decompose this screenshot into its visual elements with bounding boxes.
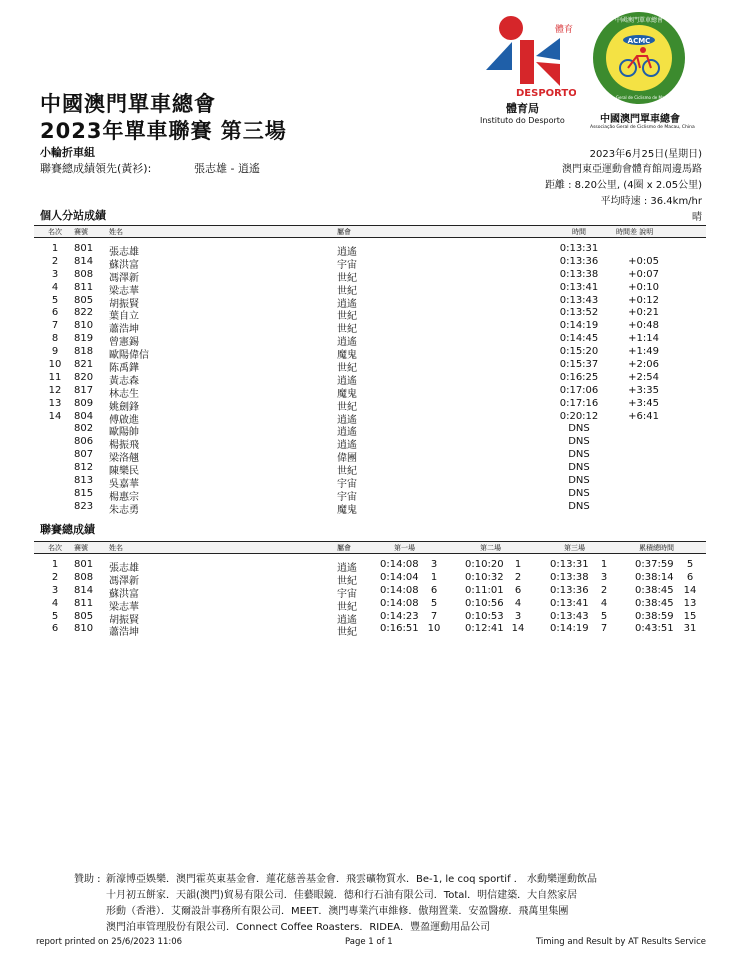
cell-round3-rank: 4 xyxy=(600,597,608,609)
race-venue: 澳門東亞運動會體育館周邊馬路 xyxy=(562,164,702,175)
header-no: 賽號 xyxy=(74,228,88,236)
table-row xyxy=(34,474,706,491)
cell-gap: +6:41 xyxy=(628,410,659,422)
cell-name: 蘇洪富 xyxy=(109,588,139,600)
table-row xyxy=(34,281,706,297)
cell-no: 819 xyxy=(74,333,94,345)
cell-round2-rank: 4 xyxy=(514,597,522,609)
cell-time: DNS xyxy=(568,475,590,487)
cell-time: 0:16:25 xyxy=(559,371,599,383)
cell-pos: 10 xyxy=(48,359,62,371)
desporto-emblem-icon xyxy=(476,14,576,98)
table-row xyxy=(34,410,706,426)
cell-team: 逍遙 xyxy=(337,414,357,426)
race-weather: 晴 xyxy=(692,212,702,223)
cell-name: 黃志森 xyxy=(109,375,139,387)
cell-gap: +0:12 xyxy=(628,294,659,306)
cell-no: 804 xyxy=(74,410,94,422)
cell-gap: +2:06 xyxy=(628,359,659,371)
cell-total-time: 0:43:51 xyxy=(635,623,674,635)
sponsors-label: 贊助 : xyxy=(74,874,101,885)
cell-pos: 6 xyxy=(51,307,59,319)
cell-name: 張志雄 xyxy=(109,563,139,574)
cell-time: DNS xyxy=(568,449,590,461)
cell-no: 811 xyxy=(74,281,94,293)
cell-round1-rank: 7 xyxy=(430,610,438,622)
league-table-header xyxy=(34,541,706,554)
cell-no: 807 xyxy=(74,449,94,461)
cell-time: DNS xyxy=(568,487,590,499)
cell-pos: 3 xyxy=(51,268,59,280)
cell-time: 0:17:16 xyxy=(559,397,599,409)
header-time: 時間 xyxy=(572,228,586,236)
footer-printed: report printed on 25/6/2023 11:06 xyxy=(36,937,183,947)
cell-gap: +3:35 xyxy=(628,384,659,396)
cell-round1-rank: 3 xyxy=(430,559,438,570)
cell-no: 811 xyxy=(74,597,94,609)
cell-round2-time: 0:12:41 xyxy=(465,623,504,635)
cell-pos: 1 xyxy=(51,559,59,570)
cell-team: 魔鬼 xyxy=(337,350,357,362)
table-row xyxy=(34,622,706,639)
cell-round2-time: 0:11:01 xyxy=(465,584,504,596)
header-name: 姓名 xyxy=(109,544,123,552)
category-label: 小輪折車組 xyxy=(40,146,95,159)
cell-no: 813 xyxy=(74,475,94,487)
cell-team: 逍遙 xyxy=(337,247,357,258)
table-row xyxy=(34,422,706,439)
cell-name: 張志雄 xyxy=(109,247,139,258)
cell-team: 世紀 xyxy=(337,272,357,284)
cell-time: 0:15:20 xyxy=(559,346,599,358)
cell-name: 歐陽帥 xyxy=(109,427,139,439)
cell-round3-time: 0:13:43 xyxy=(550,610,589,622)
cell-no: 801 xyxy=(74,559,94,570)
cell-no: 802 xyxy=(74,423,94,435)
cell-gap: +1:49 xyxy=(628,346,659,358)
cell-no: 801 xyxy=(74,243,94,254)
sponsors-line: 新濠博亞娛樂．澳門霍英東基金會．蓮花慈善基金會．飛雲礦物質水．Be-1, le coq sportif ． 水動樂運動飲品 xyxy=(106,874,597,885)
svg-text:ACMC: ACMC xyxy=(627,37,651,45)
cell-gap: +0:21 xyxy=(628,307,659,319)
cell-name: 朱志勇 xyxy=(109,504,139,516)
cell-team: 宇宙 xyxy=(337,588,357,600)
cell-round1-time: 0:14:08 xyxy=(380,559,419,570)
cell-time: 0:14:19 xyxy=(559,320,599,332)
page-title: 中國澳門單車總會 xyxy=(40,92,216,116)
svg-text:DESPORTO: DESPORTO xyxy=(516,88,576,98)
table-row xyxy=(34,397,706,413)
cell-team: 世紀 xyxy=(337,627,357,639)
table-row xyxy=(34,371,706,387)
cell-total-points: 6 xyxy=(686,571,694,583)
cell-round2-rank: 2 xyxy=(514,571,522,583)
cell-name: 梁志華 xyxy=(109,285,139,297)
cell-pos: 4 xyxy=(51,597,59,609)
table-row xyxy=(34,435,706,452)
cell-name: 蕭浩坤 xyxy=(109,627,139,639)
cell-round3-time: 0:13:36 xyxy=(550,584,589,596)
cell-time: 0:14:45 xyxy=(559,333,599,345)
cell-team: 世紀 xyxy=(337,324,357,336)
cell-pos: 5 xyxy=(51,610,59,622)
league-results-table xyxy=(34,541,706,639)
cell-round2-time: 0:10:20 xyxy=(465,559,504,570)
table-row xyxy=(34,319,706,336)
cell-round1-time: 0:14:08 xyxy=(380,597,419,609)
cell-team: 世紀 xyxy=(337,311,357,323)
league-results-title: 聯賽總成績 xyxy=(40,523,95,536)
header-round3: 第三場 xyxy=(564,544,585,552)
cell-round1-rank: 5 xyxy=(430,597,438,609)
table-row xyxy=(34,294,706,310)
cell-name: 傅啟進 xyxy=(109,414,139,426)
cell-team: 魔鬼 xyxy=(337,504,357,516)
cell-total-points: 5 xyxy=(686,559,694,570)
league-leader xyxy=(40,160,260,176)
cell-pos: 14 xyxy=(48,410,62,422)
stage-results-table xyxy=(34,225,706,516)
cell-no: 810 xyxy=(74,320,94,332)
header-team: 屬會 xyxy=(337,544,351,552)
cell-round2-rank: 14 xyxy=(511,623,525,635)
cell-name: 曾憲錫 xyxy=(109,337,139,349)
cell-no: 815 xyxy=(74,487,94,499)
cell-name: 馮澤新 xyxy=(109,272,139,284)
header-name: 姓名 xyxy=(109,228,123,236)
table-row xyxy=(34,461,706,478)
cell-name: 胡振賢 xyxy=(109,298,139,310)
cell-time: 0:13:36 xyxy=(559,255,599,267)
cell-time: 0:17:06 xyxy=(559,384,599,396)
cell-total-time: 0:38:45 xyxy=(635,597,674,609)
cell-name: 梁志華 xyxy=(109,601,139,613)
cell-gap: +0:07 xyxy=(628,268,659,280)
cell-time: 0:13:31 xyxy=(559,243,599,254)
cell-team: 逍遙 xyxy=(337,427,357,439)
cell-team: 逍遙 xyxy=(337,614,357,626)
cell-no: 817 xyxy=(74,384,94,396)
cell-total-points: 31 xyxy=(683,623,697,635)
cell-team: 宇宙 xyxy=(337,259,357,271)
cell-time: DNS xyxy=(568,500,590,512)
cell-team: 宇宙 xyxy=(337,491,357,503)
svg-text:Associação Geral de Ciclismo d: Associação Geral de Ciclismo de Macau, China xyxy=(592,95,686,100)
cell-no: 822 xyxy=(74,307,94,319)
cell-team: 世紀 xyxy=(337,575,357,587)
cell-name: 姚劍鋒 xyxy=(109,401,139,413)
cell-no: 808 xyxy=(74,268,94,280)
cell-gap: +0:48 xyxy=(628,320,659,332)
cell-name: 林志生 xyxy=(109,388,139,400)
cell-pos: 4 xyxy=(51,281,59,293)
cell-no: 805 xyxy=(74,294,94,306)
cell-team: 世紀 xyxy=(337,601,357,613)
table-row xyxy=(34,558,706,574)
cell-round3-rank: 7 xyxy=(600,623,608,635)
cell-round3-time: 0:14:19 xyxy=(550,623,589,635)
cell-name: 楊振飛 xyxy=(109,440,139,452)
cell-name: 吳嘉華 xyxy=(109,479,139,491)
cell-pos: 1 xyxy=(51,243,59,254)
cell-time: DNS xyxy=(568,436,590,448)
sponsors-line: 十月初五餅家．天韻(澳門)貿易有限公司．佳藝眼鏡．德和行石油有限公司．Total．明信建築．大自然家居 xyxy=(106,890,578,901)
cell-name: 蕭浩坤 xyxy=(109,324,139,336)
cell-team: 世紀 xyxy=(337,363,357,375)
stage-table-header xyxy=(34,225,706,238)
footer-timing: Timing and Result by AT Results Service xyxy=(535,937,706,947)
cell-no: 808 xyxy=(74,571,94,583)
cell-no: 810 xyxy=(74,623,94,635)
cell-gap: +1:14 xyxy=(628,333,659,345)
cell-total-points: 14 xyxy=(683,584,697,596)
cell-round1-time: 0:14:08 xyxy=(380,584,419,596)
table-row xyxy=(34,306,706,323)
cell-round1-rank: 10 xyxy=(427,623,441,635)
header-pos: 名次 xyxy=(48,544,62,552)
footer-page: Page 1 of 1 xyxy=(345,937,393,947)
table-row xyxy=(34,571,706,587)
cell-team: 世紀 xyxy=(337,466,357,478)
league-leader-name: 張志雄 - 逍遙 xyxy=(194,162,260,175)
acmc-name-zh: 中國澳門單車總會 xyxy=(600,114,680,125)
cell-round1-rank: 6 xyxy=(430,584,438,596)
cell-name: 陈禹鏵 xyxy=(109,363,139,375)
table-row xyxy=(34,268,706,284)
cell-time: 0:13:41 xyxy=(559,281,599,293)
table-row xyxy=(34,255,706,271)
cell-no: 821 xyxy=(74,359,94,371)
cell-no: 805 xyxy=(74,610,94,622)
header-no: 賽號 xyxy=(74,544,88,552)
cell-pos: 5 xyxy=(51,294,59,306)
cell-name: 陳樂民 xyxy=(109,466,139,478)
cell-gap: +0:05 xyxy=(628,255,659,267)
cell-total-points: 15 xyxy=(683,610,697,622)
cell-round1-time: 0:16:51 xyxy=(380,623,419,635)
cell-round2-time: 0:10:56 xyxy=(465,597,504,609)
cell-name: 葉自立 xyxy=(109,311,139,323)
svg-text:中國澳門單車總會: 中國澳門單車總會 xyxy=(614,17,664,24)
cell-pos: 3 xyxy=(51,584,59,596)
cell-team: 逍遙 xyxy=(337,563,357,574)
cell-time: 0:13:43 xyxy=(559,294,599,306)
header-pos: 名次 xyxy=(48,228,62,236)
header-round2: 第二場 xyxy=(480,544,501,552)
cell-total-time: 0:37:59 xyxy=(635,559,674,570)
cell-pos: 8 xyxy=(51,333,59,345)
cell-pos: 13 xyxy=(48,397,62,409)
svg-text:體育: 體育 xyxy=(555,25,574,35)
cell-round2-time: 0:10:32 xyxy=(465,571,504,583)
cell-round3-time: 0:13:31 xyxy=(550,559,589,570)
cell-no: 814 xyxy=(74,255,94,267)
cell-team: 世紀 xyxy=(337,285,357,297)
header-total: 累積總時間 xyxy=(639,544,674,552)
sponsors-line: 澳門泊車管理股份有限公司．Connect Coffee Roasters．RIDEA．豐盈運動用品公司 xyxy=(106,922,491,933)
desporto-name-pt: Instituto do Desporto xyxy=(480,116,565,125)
cell-name: 馮澤新 xyxy=(109,575,139,587)
cell-total-time: 0:38:14 xyxy=(635,571,674,583)
cell-team: 宇宙 xyxy=(337,479,357,491)
cell-pos: 2 xyxy=(51,255,59,267)
cell-gap: +0:10 xyxy=(628,281,659,293)
cell-time: 0:20:12 xyxy=(559,410,599,422)
cell-round3-rank: 3 xyxy=(600,571,608,583)
cell-name: 楊惠宗 xyxy=(109,491,139,503)
race-date: 2023年6月25日(星期日) xyxy=(589,149,702,160)
cell-name: 蘇洪富 xyxy=(109,259,139,271)
table-row xyxy=(34,242,706,258)
sponsors-line: 形動（香港）．艾爾設計事務所有限公司．MEET．澳門專業汽車維修．傲翔置業．安盈醫療．飛萬里集團 xyxy=(106,906,569,917)
cell-team: 世紀 xyxy=(337,401,357,413)
cell-total-time: 0:38:45 xyxy=(635,584,674,596)
cell-round3-rank: 5 xyxy=(600,610,608,622)
table-row xyxy=(34,384,706,400)
table-row xyxy=(34,332,706,349)
cell-pos: 6 xyxy=(51,623,59,635)
race-distance: 距離 : 8.20公里, (4圈 x 2.05公里) xyxy=(544,180,702,191)
cell-round3-rank: 1 xyxy=(600,559,608,570)
cell-team: 逍遙 xyxy=(337,440,357,452)
cell-no: 814 xyxy=(74,584,94,596)
cell-round3-time: 0:13:38 xyxy=(550,571,589,583)
cell-team: 逍遙 xyxy=(337,337,357,349)
header-round1: 第一場 xyxy=(394,544,415,552)
cell-round2-rank: 3 xyxy=(514,610,522,622)
cell-round3-rank: 2 xyxy=(600,584,608,596)
acmc-badge-icon xyxy=(591,10,687,106)
race-avg-speed: 平均時速 : 36.4km/hr xyxy=(600,196,702,207)
stage-results-title: 個人分站成績 xyxy=(40,209,106,222)
cell-no: 812 xyxy=(74,462,94,474)
cell-name: 歐陽偉信 xyxy=(109,350,149,362)
cell-no: 806 xyxy=(74,436,94,448)
cell-pos: 7 xyxy=(51,320,59,332)
table-row xyxy=(34,597,706,613)
cell-team: 魔鬼 xyxy=(337,388,357,400)
cell-total-time: 0:38:59 xyxy=(635,610,674,622)
cell-no: 809 xyxy=(74,397,94,409)
cell-round2-rank: 6 xyxy=(514,584,522,596)
cell-pos: 9 xyxy=(51,346,59,358)
table-row xyxy=(34,358,706,375)
cell-round1-time: 0:14:23 xyxy=(380,610,419,622)
cell-gap: +3:45 xyxy=(628,397,659,409)
cell-pos: 11 xyxy=(48,371,62,383)
cell-round2-rank: 1 xyxy=(514,559,522,570)
acmc-name-pt: Associação Geral de Ciclismo de Macau, China xyxy=(590,125,695,130)
cell-gap: +2:54 xyxy=(628,371,659,383)
cell-round1-time: 0:14:04 xyxy=(380,571,419,583)
header-gap: 時間差 說明 xyxy=(616,228,654,236)
table-row xyxy=(34,345,706,362)
desporto-name-zh: 體育局 xyxy=(506,102,539,115)
cell-time: 0:13:52 xyxy=(559,307,599,319)
cell-round1-rank: 1 xyxy=(430,571,438,583)
cell-no: 820 xyxy=(74,371,94,383)
cell-time: 0:15:37 xyxy=(559,359,599,371)
cell-team: 逍遙 xyxy=(337,375,357,387)
table-row xyxy=(34,584,706,600)
event-title: 2023年單車聯賽 第三場 xyxy=(40,119,287,143)
cell-team: 逍遙 xyxy=(337,298,357,310)
table-row xyxy=(34,500,706,516)
cell-name: 胡振賢 xyxy=(109,614,139,626)
league-leader-label: 聯賽總成績領先(黃衫): xyxy=(40,162,152,175)
cell-total-points: 13 xyxy=(683,597,697,609)
acmc-logo xyxy=(590,10,695,130)
cell-round2-time: 0:10:53 xyxy=(465,610,504,622)
table-row xyxy=(34,487,706,503)
cell-name: 梁洛翹 xyxy=(109,453,139,465)
cell-round3-time: 0:13:41 xyxy=(550,597,589,609)
cell-time: 0:13:38 xyxy=(559,268,599,280)
header-team: 屬會 xyxy=(337,228,351,236)
cell-pos: 12 xyxy=(48,384,62,396)
cell-no: 823 xyxy=(74,500,94,512)
cell-team: 偉團 xyxy=(337,453,357,465)
cell-time: DNS xyxy=(568,462,590,474)
cell-time: DNS xyxy=(568,423,590,435)
table-row xyxy=(34,610,706,626)
cell-no: 818 xyxy=(74,346,94,358)
table-row xyxy=(34,448,706,465)
desporto-logo xyxy=(476,14,576,126)
cell-pos: 2 xyxy=(51,571,59,583)
